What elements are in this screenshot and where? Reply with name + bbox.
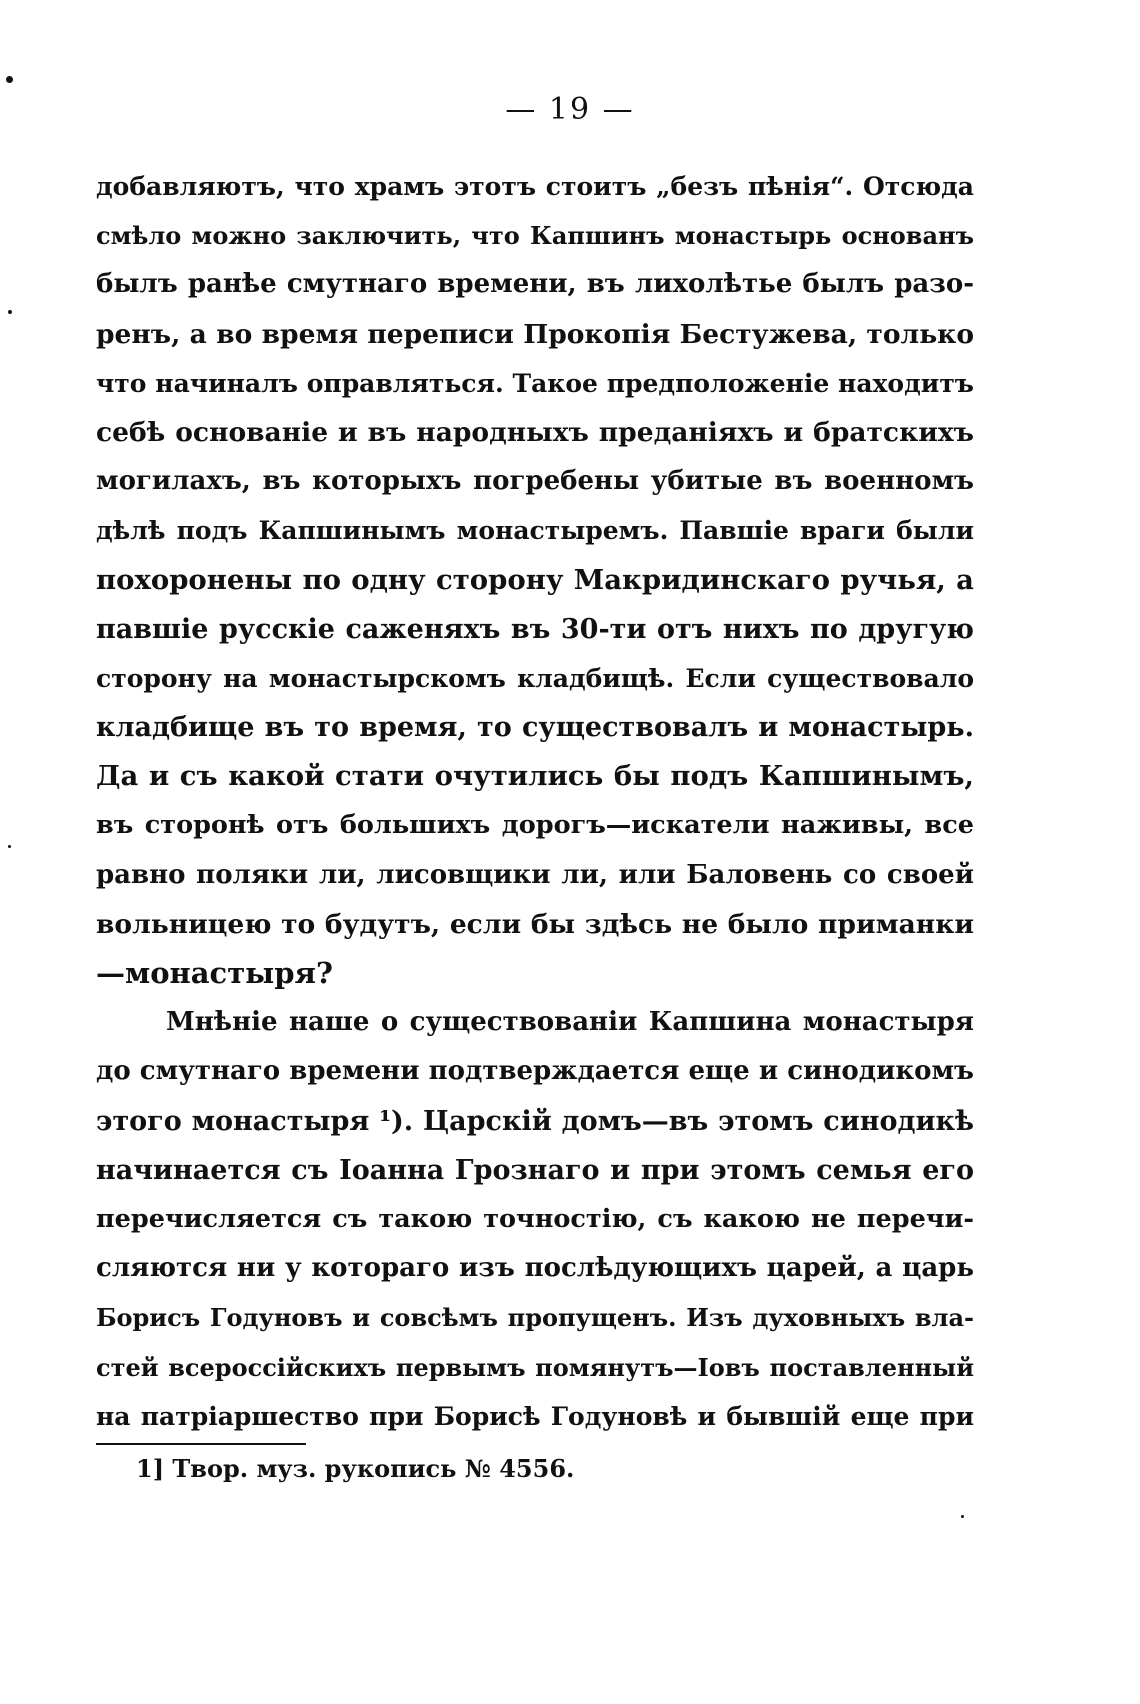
footnote-divider [96,1443,306,1445]
text-line: добавляютъ, что храмъ этотъ стоитъ „безъ пѣнія“. Отсюда [96,172,974,201]
text-line: стей всероссійскихъ первымъ помянутъ—Іовъ поставленный [96,1352,974,1382]
scan-speck [8,845,11,848]
text-line: этого монастыря ¹). Царскій домъ—въ этомъ синодикѣ [96,1105,974,1137]
footnote: 1] Твор. муз. рукопись № 4556. [136,1454,575,1483]
text-line: равно поляки ли, лисовщики ли, или Баловень со своей [96,859,974,890]
text-line: себѣ основаніе и въ народныхъ преданіяхъ и братскихъ [96,416,974,448]
scan-speck [961,1515,964,1518]
text-line: сляются ни у котораго изъ послѣдующихъ царей, а царь [96,1253,974,1284]
text-line: дѣлѣ подъ Капшинымъ монастыремъ. Павшіе враги были [96,516,974,546]
paragraph-end-line: —монастыря? [96,956,333,990]
scan-speck [8,310,12,314]
text-line: до смутнаго времени подтверждается еще и синодикомъ [96,1056,974,1087]
text-line: Борисъ Годуновъ и совсѣмъ пропущенъ. Изъ духовныхъ вла- [96,1303,974,1333]
scan-speck [6,76,13,83]
text-line: въ сторонѣ отъ большихъ дорогъ—искатели наживы, все [96,810,974,841]
text-line: былъ ранѣе смутнаго времени, въ лихолѣтье былъ разо- [96,269,974,300]
text-line: ренъ, а во время переписи Прокопія Бестужева, только [96,318,974,350]
body-text [96,162,974,1441]
text-line: могилахъ, въ которыхъ погребены убитые въ военномъ [96,466,974,497]
text-line: кладбище въ то время, то существовалъ и монастырь. [96,712,974,744]
text-line: начинается съ Іоанна Грознаго и при этомъ семья его [96,1154,974,1186]
page-number: — 19 — [505,92,635,127]
text-line: что начиналъ оправляться. Такое предположеніе находитъ [96,368,974,398]
text-line: на патріаршество при Борисѣ Годуновѣ и бывшій еще при [96,1401,974,1431]
text-line: вольницею то будутъ, если бы здѣсь не было приманки [96,908,974,940]
text-line: павшіе русскіе саженяхъ въ 30-ти отъ нихъ по другую [96,613,974,645]
text-line: сторону на монастырскомъ кладбищѣ. Если существовало [96,663,974,693]
text-line: похоронены по одну сторону Макридинскаго ручья, а [96,563,974,596]
text-line: перечисляется съ такою точностію, съ какою не перечи- [96,1203,974,1234]
paragraph-start-line: Мнѣніе наше о существованіи Капшина монастыря [166,1007,974,1038]
text-line: смѣло можно заключить, что Капшинъ монастырь основанъ [96,221,974,251]
text-line: Да и съ какой стати очутились бы подъ Капшинымъ, [96,760,974,793]
